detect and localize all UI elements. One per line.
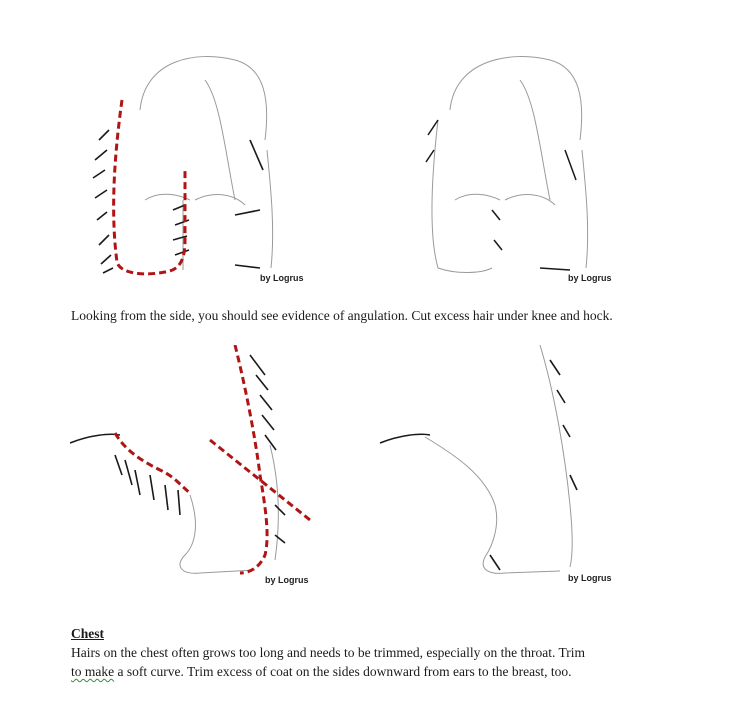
chest-cut-sketch xyxy=(70,345,330,590)
chest-cut-figure xyxy=(70,345,330,590)
chest-result-figure xyxy=(375,345,635,590)
chest-heading: Chest xyxy=(71,626,104,641)
image-credit: by Logrus xyxy=(260,273,304,283)
rear-legs-result-sketch xyxy=(410,40,660,290)
rear-legs-cut-figure xyxy=(85,40,335,290)
image-credit: by Logrus xyxy=(568,273,612,283)
chest-text-line1: Hairs on the chest often grows too long and needs to be trimmed, especially on the throat. Trim xyxy=(71,645,586,660)
chest-result-sketch xyxy=(375,345,635,590)
chest-text-line2: a soft curve. Trim excess of coat on the sides downward from ears to the breast, too. xyxy=(114,664,572,679)
rear-legs-result-figure xyxy=(410,40,660,290)
chest-section xyxy=(71,624,701,681)
image-credit: by Logrus xyxy=(568,573,612,583)
image-credit: by Logrus xyxy=(265,575,309,585)
rear-legs-cut-sketch xyxy=(85,40,335,290)
spelling-underline: to make xyxy=(71,664,115,679)
side-view-caption: Looking from the side, you should see evidence of angulation. Cut excess hair under knee and hock. xyxy=(71,308,613,323)
